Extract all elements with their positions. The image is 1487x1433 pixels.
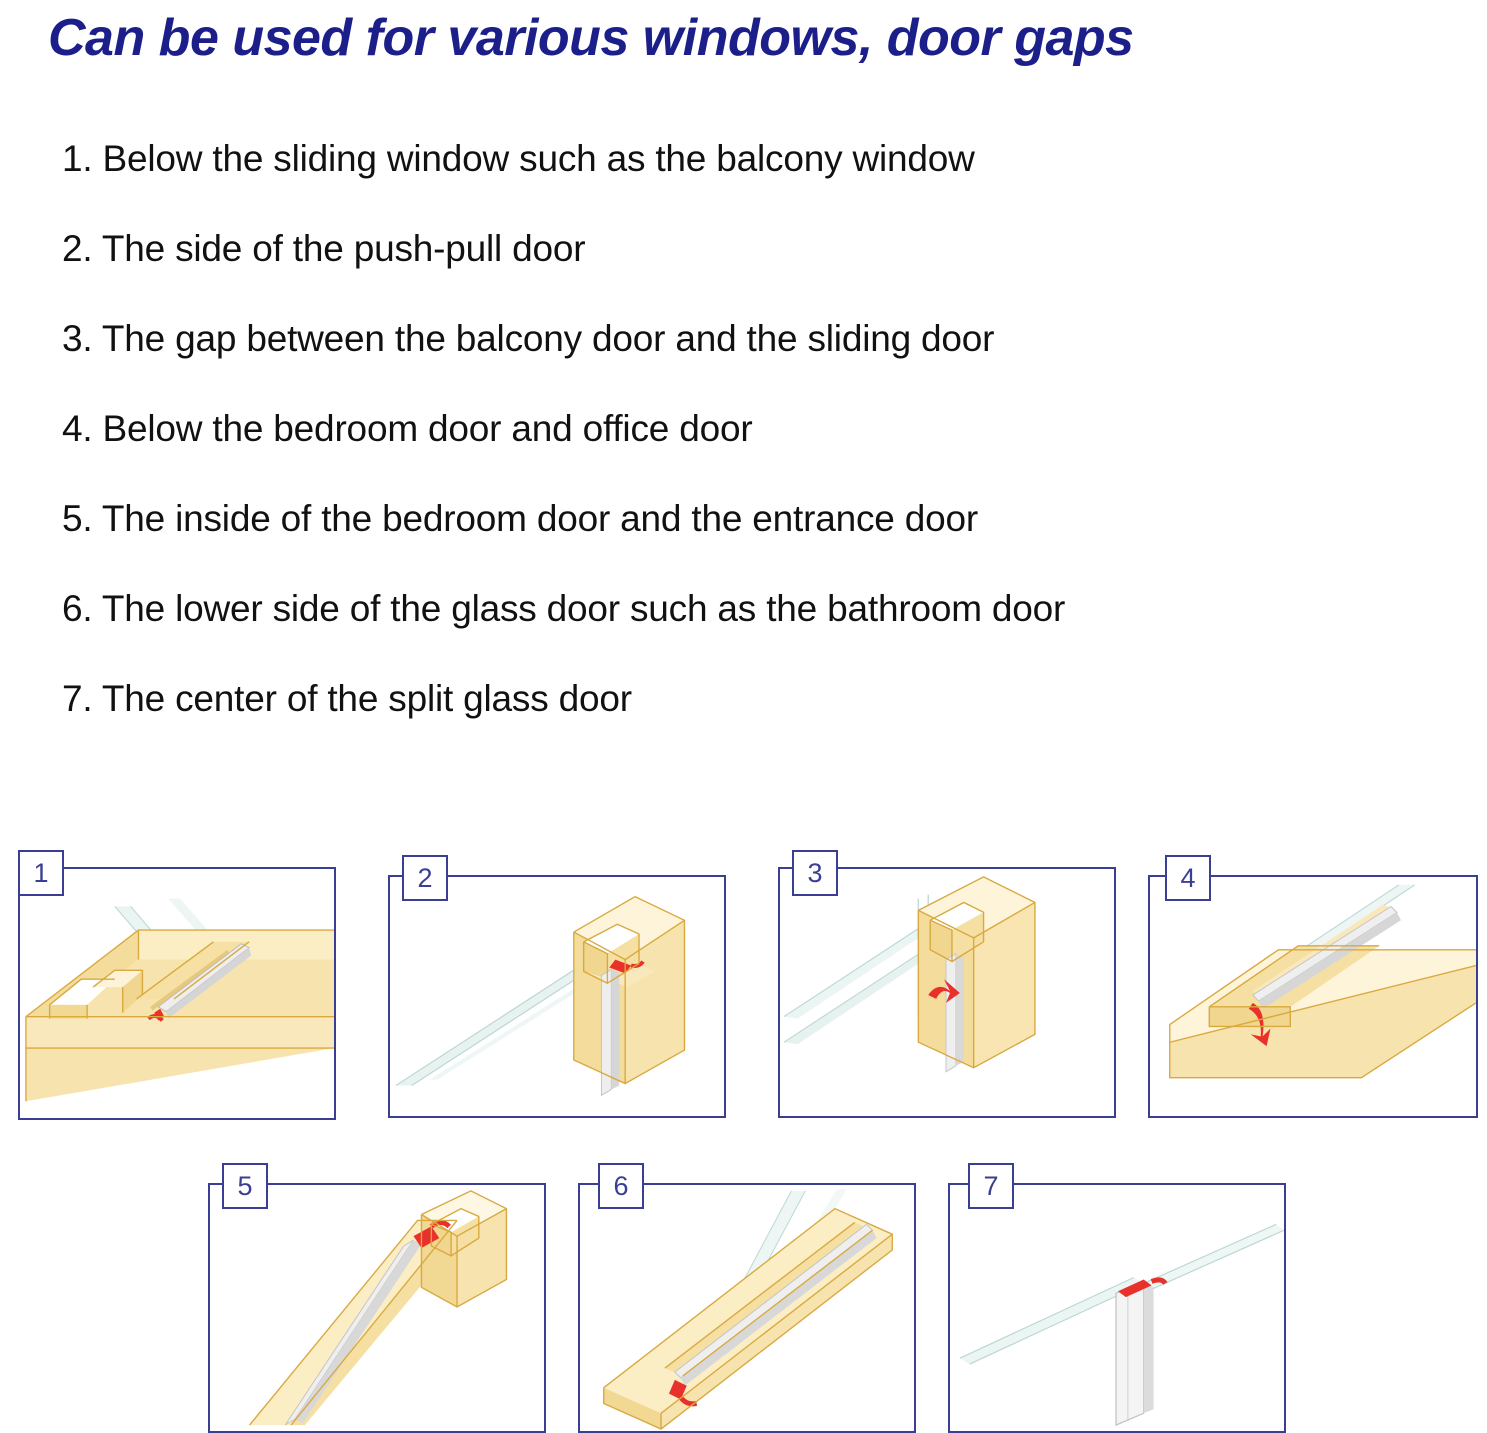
figure-panel-4 xyxy=(1148,875,1478,1118)
panel-badge-2: 2 xyxy=(402,855,448,901)
sliding-window-sill-illustration xyxy=(20,869,334,1118)
figure-panel-7 xyxy=(948,1183,1286,1433)
usage-list xyxy=(62,140,1442,770)
list-item: 3. The gap between the balcony door and the sliding door xyxy=(62,318,995,359)
split-glass-door-center-illustration xyxy=(950,1185,1284,1431)
panel-badge-3: 3 xyxy=(792,850,838,896)
list-item: 2. The side of the push-pull door xyxy=(62,228,586,269)
list-item: 6. The lower side of the glass door such as the bathroom door xyxy=(62,588,1066,629)
list-item: 7. The center of the split glass door xyxy=(62,678,632,719)
panel-badge-5: 5 xyxy=(222,1163,268,1209)
figure-panel-1 xyxy=(18,867,336,1120)
figure-panel-3 xyxy=(778,867,1116,1118)
push-pull-door-side-illustration xyxy=(390,877,724,1116)
page-title: Can be used for various windows, door gaps xyxy=(48,9,1134,67)
list-item: 5. The inside of the bedroom door and the entrance door xyxy=(62,498,979,539)
figure-panel-6 xyxy=(578,1183,916,1433)
list-item: 4. Below the bedroom door and office door xyxy=(62,408,753,449)
glass-door-bottom-illustration xyxy=(580,1185,914,1431)
panel-badge-7: 7 xyxy=(968,1163,1014,1209)
panel-badge-1: 1 xyxy=(18,850,64,896)
figure-panel-5 xyxy=(208,1183,546,1433)
bedroom-door-bottom-illustration xyxy=(1150,877,1476,1116)
balcony-sliding-door-gap-illustration xyxy=(780,869,1114,1116)
panel-badge-6: 6 xyxy=(598,1163,644,1209)
list-item: 1. Below the sliding window such as the balcony window xyxy=(62,138,975,179)
panel-badge-4: 4 xyxy=(1165,855,1211,901)
figure-panel-2 xyxy=(388,875,726,1118)
entrance-door-inside-illustration xyxy=(210,1185,544,1431)
